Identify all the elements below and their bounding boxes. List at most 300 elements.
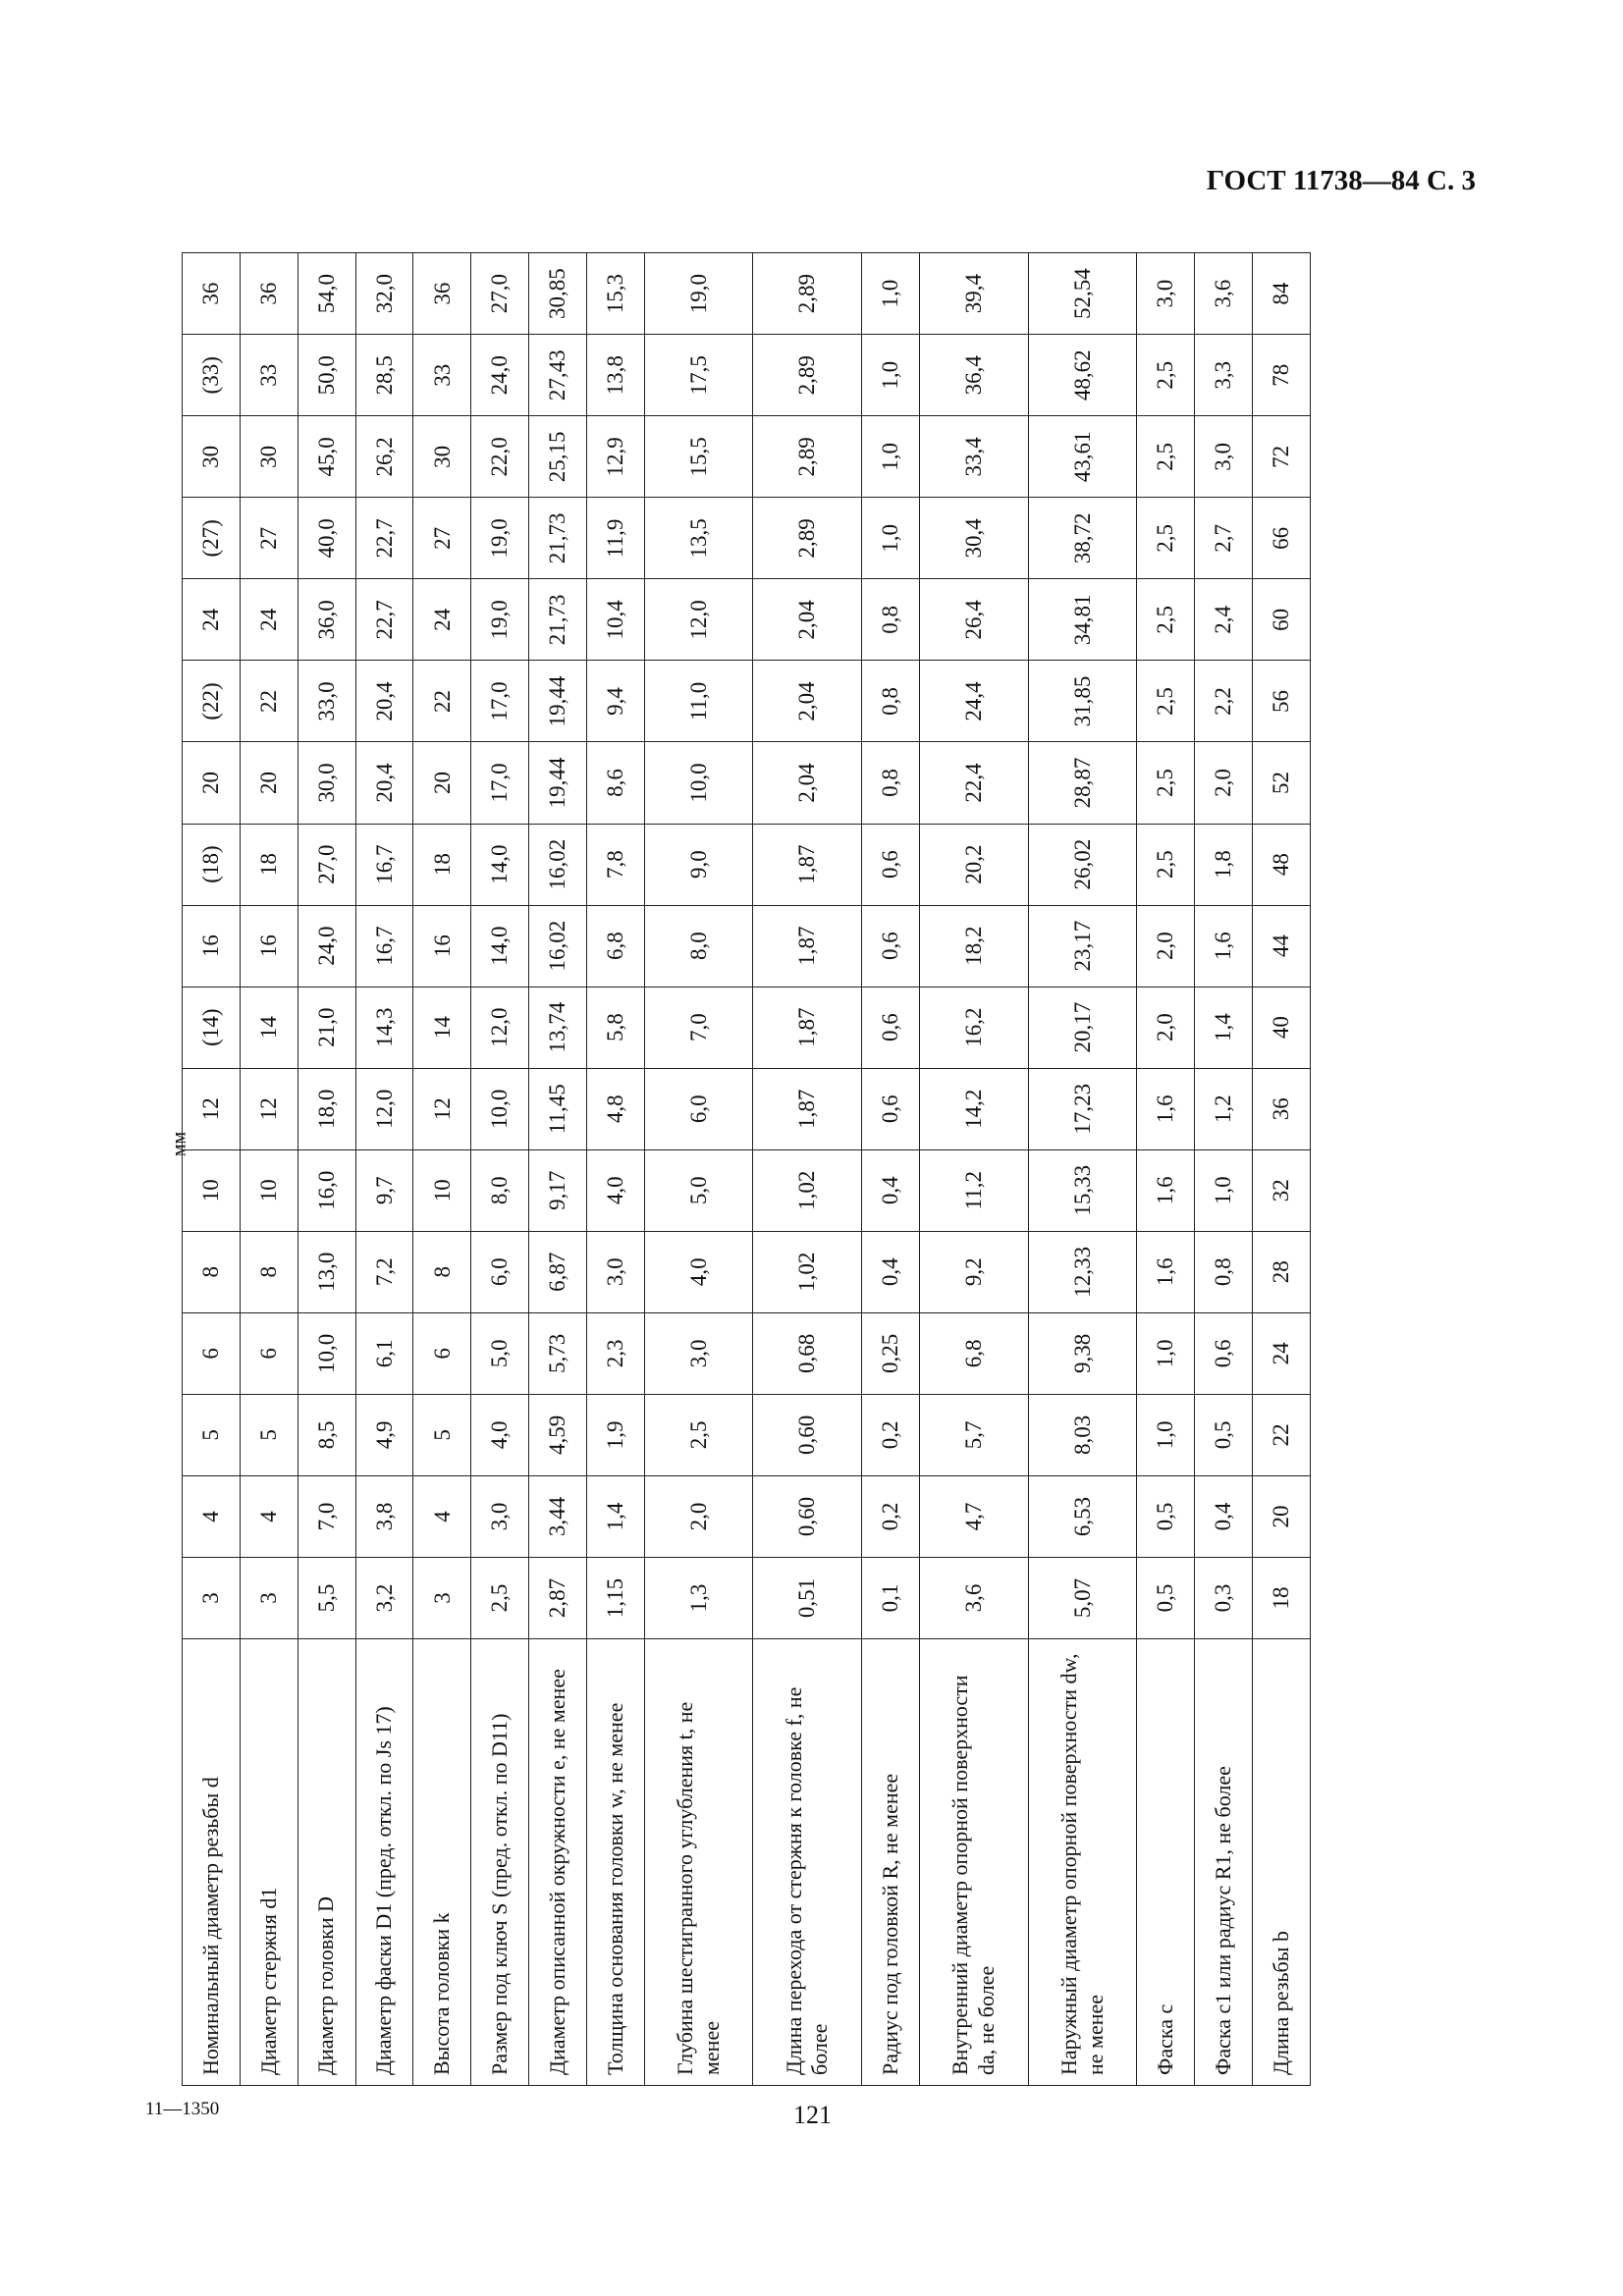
table-cell: 14,0	[471, 824, 529, 905]
table-row	[471, 253, 529, 2086]
row-label: Фаска c	[1137, 1639, 1195, 2086]
table-cell: 2,0	[644, 1475, 753, 1557]
table-cell: 18	[413, 824, 471, 905]
table-cell: 3,6	[1195, 253, 1253, 335]
table-cell: 78	[1253, 335, 1311, 416]
table-cell: 5,0	[471, 1312, 529, 1394]
table-cell: 19,44	[529, 661, 587, 742]
table-cell: 28	[1253, 1231, 1311, 1312]
table-cell: 8,5	[298, 1394, 355, 1475]
table-cell: 30	[240, 416, 298, 498]
table-cell: 17,23	[1028, 1068, 1137, 1149]
table-cell: 22	[413, 661, 471, 742]
table-cell: 1,15	[586, 1557, 644, 1638]
table-cell: 1,3	[644, 1557, 753, 1638]
row-label: Фаска c1 или радиус R1, не более	[1195, 1639, 1253, 2086]
table-cell: 19,0	[644, 253, 753, 335]
table-cell: 0,2	[862, 1475, 920, 1557]
table-cell: 7,8	[586, 824, 644, 905]
table-cell: 0,5	[1137, 1557, 1195, 1638]
table-cell: 22,7	[355, 498, 413, 579]
table-cell: 1,87	[753, 1068, 862, 1149]
table-cell: 72	[1253, 416, 1311, 498]
table-cell: 1,6	[1137, 1149, 1195, 1231]
table-cell: 16	[240, 905, 298, 987]
table-cell: 3,0	[644, 1312, 753, 1394]
row-label: Толщина основания головки w, не менее	[586, 1639, 644, 2086]
table-cell: 20	[1253, 1475, 1311, 1557]
table-cell: 11,2	[919, 1149, 1028, 1231]
table-cell: 4	[183, 1475, 241, 1557]
table-cell: 0,51	[753, 1557, 862, 1638]
table-row	[1195, 253, 1253, 2086]
table-cell: 12	[413, 1068, 471, 1149]
table-cell: 10	[183, 1149, 241, 1231]
table-cell: 0,1	[862, 1557, 920, 1638]
row-label: Размер под ключ S (пред. откл. по D11)	[471, 1639, 529, 2086]
table-row	[644, 253, 753, 2086]
table-cell: 12,9	[586, 416, 644, 498]
table-cell: 1,6	[1195, 905, 1253, 987]
table-cell: 2,0	[1137, 987, 1195, 1068]
table-cell: 2,04	[753, 742, 862, 824]
table-cell: 33	[413, 335, 471, 416]
table-cell: 20	[413, 742, 471, 824]
table-cell: 43,61	[1028, 416, 1137, 498]
table-cell: 16,02	[529, 824, 587, 905]
table-cell: 8,0	[644, 905, 753, 987]
table-cell: 5	[413, 1394, 471, 1475]
table-cell: 20,17	[1028, 987, 1137, 1068]
table-cell: 0,6	[862, 1068, 920, 1149]
table-cell: 0,6	[862, 987, 920, 1068]
table-cell: 2,5	[471, 1557, 529, 1638]
table-cell: 0,25	[862, 1312, 920, 1394]
table-cell: 3,8	[355, 1475, 413, 1557]
table-cell: 0,68	[753, 1312, 862, 1394]
table-cell: 40	[1253, 987, 1311, 1068]
table-cell: 34,81	[1028, 579, 1137, 661]
table-cell: 5,73	[529, 1312, 587, 1394]
table-cell: 16,7	[355, 824, 413, 905]
table-cell: 45,0	[298, 416, 355, 498]
table-cell: 10,4	[586, 579, 644, 661]
table-cell: 36,0	[298, 579, 355, 661]
table-cell: 21,0	[298, 987, 355, 1068]
table-cell: 3,6	[919, 1557, 1028, 1638]
table-cell: 20,4	[355, 742, 413, 824]
table-cell: 18,0	[298, 1068, 355, 1149]
table-cell: 8	[183, 1231, 241, 1312]
table-cell: 3	[183, 1557, 241, 1638]
table-cell: 11,9	[586, 498, 644, 579]
row-label: Диаметр фаски D1 (пред. откл. по Js 17)	[355, 1639, 413, 2086]
table-cell: 3,2	[355, 1557, 413, 1638]
table-cell: 2,89	[753, 416, 862, 498]
table-cell: 48	[1253, 824, 1311, 905]
table-cell: 27	[240, 498, 298, 579]
table-cell: 10	[240, 1149, 298, 1231]
table-cell: 6,1	[355, 1312, 413, 1394]
table-cell: 4,59	[529, 1394, 587, 1475]
row-label: Радиус под головкой R, не менее	[862, 1639, 920, 2086]
table-row	[586, 253, 644, 2086]
table-cell: 6,8	[919, 1312, 1028, 1394]
table-cell: (14)	[183, 987, 241, 1068]
table-cell: (27)	[183, 498, 241, 579]
table-cell: 2,89	[753, 253, 862, 335]
table-cell: 1,8	[1195, 824, 1253, 905]
table-cell: 0,5	[1137, 1475, 1195, 1557]
table-cell: 4,0	[644, 1231, 753, 1312]
row-label: Диаметр стержня d1	[240, 1639, 298, 2086]
table-cell: 23,17	[1028, 905, 1137, 987]
table-cell: 9,2	[919, 1231, 1028, 1312]
table-cell: 5,7	[919, 1394, 1028, 1475]
table-cell: 2,0	[1137, 905, 1195, 987]
table-cell: 50,0	[298, 335, 355, 416]
table-cell: 8,03	[1028, 1394, 1137, 1475]
table-cell: 27,43	[529, 335, 587, 416]
table-cell: 22	[240, 661, 298, 742]
table-cell: 8	[413, 1231, 471, 1312]
table-cell: 11,0	[644, 661, 753, 742]
page-number: 121	[793, 2101, 832, 2129]
table-cell: 5,5	[298, 1557, 355, 1638]
table-cell: 2,2	[1195, 661, 1253, 742]
table-cell: 2,89	[753, 498, 862, 579]
table-cell: 8	[240, 1231, 298, 1312]
table-cell: 33	[240, 335, 298, 416]
row-label: Глубина шестигранного углубления t, не менее	[644, 1639, 753, 2086]
table-cell: 12,0	[355, 1068, 413, 1149]
table-cell: 1,0	[862, 253, 920, 335]
table-cell: 20,2	[919, 824, 1028, 905]
table-cell: 24,4	[919, 661, 1028, 742]
table-cell: 22,7	[355, 579, 413, 661]
table-cell: 0,6	[862, 905, 920, 987]
table-cell: 0,5	[1195, 1394, 1253, 1475]
row-label: Номинальный диаметр резьбы d	[183, 1639, 241, 2086]
table-cell: 24	[240, 579, 298, 661]
row-label: Диаметр описанной окружности e, не менее	[529, 1639, 587, 2086]
table-cell: 52	[1253, 742, 1311, 824]
table-cell: 12	[240, 1068, 298, 1149]
table-cell: 0,2	[862, 1394, 920, 1475]
table-cell: 2,5	[1137, 742, 1195, 824]
table-cell: 2,5	[1137, 416, 1195, 498]
table-cell: 9,4	[586, 661, 644, 742]
table-cell: 30	[183, 416, 241, 498]
page-header: ГОСТ 11738—84 С. 3	[1206, 165, 1476, 196]
table-cell: 8,0	[471, 1149, 529, 1231]
table-cell: 17,0	[471, 742, 529, 824]
table-cell: 28,87	[1028, 742, 1137, 824]
table-cell: 20	[240, 742, 298, 824]
table-cell: 52,54	[1028, 253, 1137, 335]
table-cell: 3,3	[1195, 335, 1253, 416]
table-cell: 38,72	[1028, 498, 1137, 579]
table-cell: 5	[183, 1394, 241, 1475]
table-cell: 1,0	[1195, 1149, 1253, 1231]
table-cell: 60	[1253, 579, 1311, 661]
table-cell: 36	[413, 253, 471, 335]
table-row	[919, 253, 1028, 2086]
table-cell: 26,2	[355, 416, 413, 498]
row-label: Высота головки k	[413, 1639, 471, 2086]
table-cell: 27,0	[298, 824, 355, 905]
table-cell: 22,0	[471, 416, 529, 498]
table-cell: 0,60	[753, 1394, 862, 1475]
table-cell: 15,33	[1028, 1149, 1137, 1231]
table-cell: 0,3	[1195, 1557, 1253, 1638]
table-cell: 36	[1253, 1068, 1311, 1149]
table-cell: 2,5	[644, 1394, 753, 1475]
table-cell: 1,0	[1137, 1312, 1195, 1394]
spec-table-container	[182, 252, 1311, 2086]
table-cell: 2,5	[1137, 661, 1195, 742]
table-cell: 2,5	[1137, 579, 1195, 661]
table-cell: 1,0	[862, 335, 920, 416]
table-cell: 30,0	[298, 742, 355, 824]
print-code: 11—1350	[145, 2099, 220, 2119]
table-cell: 26,02	[1028, 824, 1137, 905]
table-cell: 84	[1253, 253, 1311, 335]
table-cell: 4,7	[919, 1475, 1028, 1557]
table-cell: 16,2	[919, 987, 1028, 1068]
table-cell: 48,62	[1028, 335, 1137, 416]
table-cell: 2,87	[529, 1557, 587, 1638]
table-cell: 39,4	[919, 253, 1028, 335]
table-cell: 9,38	[1028, 1312, 1137, 1394]
table-cell: 1,87	[753, 905, 862, 987]
table-cell: 3,0	[586, 1231, 644, 1312]
table-row	[355, 253, 413, 2086]
row-label: Диаметр головки D	[298, 1639, 355, 2086]
table-cell: 0,8	[862, 661, 920, 742]
table-cell: 27	[413, 498, 471, 579]
table-cell: 1,2	[1195, 1068, 1253, 1149]
table-cell: 6	[240, 1312, 298, 1394]
table-cell: 13,5	[644, 498, 753, 579]
table-cell: 6	[413, 1312, 471, 1394]
table-cell: 13,74	[529, 987, 587, 1068]
table-cell: 9,0	[644, 824, 753, 905]
table-cell: 2,5	[1137, 824, 1195, 905]
table-cell: 19,0	[471, 498, 529, 579]
table-cell: 2,4	[1195, 579, 1253, 661]
table-cell: 36,4	[919, 335, 1028, 416]
table-cell: 2,0	[1195, 742, 1253, 824]
table-cell: 6,53	[1028, 1475, 1137, 1557]
table-cell: 1,9	[586, 1394, 644, 1475]
table-cell: 24,0	[298, 905, 355, 987]
table-cell: 6,8	[586, 905, 644, 987]
table-cell: 4,0	[586, 1149, 644, 1231]
table-cell: 36	[183, 253, 241, 335]
table-row	[1028, 253, 1137, 2086]
table-cell: 14	[240, 987, 298, 1068]
table-cell: 18	[1253, 1557, 1311, 1638]
table-cell: 0,4	[1195, 1475, 1253, 1557]
table-cell: 20	[183, 742, 241, 824]
table-cell: 1,87	[753, 824, 862, 905]
table-cell: 10,0	[298, 1312, 355, 1394]
table-cell: 15,5	[644, 416, 753, 498]
table-cell: 16,7	[355, 905, 413, 987]
table-cell: 0,6	[1195, 1312, 1253, 1394]
row-label: Внутренний диаметр опорной поверхности da, не более	[919, 1639, 1028, 2086]
table-cell: 33,0	[298, 661, 355, 742]
table-cell: 6,87	[529, 1231, 587, 1312]
table-cell: 22	[1253, 1394, 1311, 1475]
table-cell: 6	[183, 1312, 241, 1394]
table-cell: 12,0	[471, 987, 529, 1068]
table-row	[413, 253, 471, 2086]
table-cell: 1,6	[1137, 1068, 1195, 1149]
table-cell: 3,0	[1195, 416, 1253, 498]
table-row	[298, 253, 355, 2086]
table-cell: 22,4	[919, 742, 1028, 824]
table-cell: 4,9	[355, 1394, 413, 1475]
table-cell: 44	[1253, 905, 1311, 987]
row-label: Наружный диаметр опорной поверхности dw, не менее	[1028, 1639, 1137, 2086]
table-cell: 10,0	[471, 1068, 529, 1149]
table-cell: 1,6	[1137, 1231, 1195, 1312]
row-label: Длина перехода от стержня к головке f, не более	[753, 1639, 862, 2086]
table-cell: 26,4	[919, 579, 1028, 661]
table-cell: 11,45	[529, 1068, 587, 1149]
table-cell: 24	[1253, 1312, 1311, 1394]
table-cell: 32	[1253, 1149, 1311, 1231]
table-cell: 2,7	[1195, 498, 1253, 579]
table-cell: 5,8	[586, 987, 644, 1068]
table-row	[1137, 253, 1195, 2086]
table-row	[240, 253, 298, 2086]
row-label: Длина резьбы b	[1253, 1639, 1311, 2086]
table-cell: 30,4	[919, 498, 1028, 579]
table-cell: 4	[240, 1475, 298, 1557]
table-cell: 6,0	[471, 1231, 529, 1312]
table-cell: 56	[1253, 661, 1311, 742]
table-cell: 40,0	[298, 498, 355, 579]
table-cell: 30,85	[529, 253, 587, 335]
table-cell: 1,02	[753, 1231, 862, 1312]
table-cell: 5,0	[644, 1149, 753, 1231]
table-cell: 18	[240, 824, 298, 905]
table-row	[183, 253, 241, 2086]
table-cell: 0,8	[862, 579, 920, 661]
table-cell: 24	[413, 579, 471, 661]
table-cell: 0,4	[862, 1231, 920, 1312]
table-cell: 3,44	[529, 1475, 587, 1557]
table-cell: 31,85	[1028, 661, 1137, 742]
table-cell: 0,6	[862, 824, 920, 905]
table-cell: 10	[413, 1149, 471, 1231]
table-cell: 2,5	[1137, 498, 1195, 579]
table-cell: 1,4	[586, 1475, 644, 1557]
table-cell: 28,5	[355, 335, 413, 416]
table-cell: 36	[240, 253, 298, 335]
table-cell: (22)	[183, 661, 241, 742]
table-cell: 10,0	[644, 742, 753, 824]
table-cell: 5	[240, 1394, 298, 1475]
table-cell: 2,89	[753, 335, 862, 416]
table-cell: 3	[240, 1557, 298, 1638]
table-row	[1253, 253, 1311, 2086]
table-cell: 13,0	[298, 1231, 355, 1312]
table-cell: 32,0	[355, 253, 413, 335]
table-cell: 3	[413, 1557, 471, 1638]
table-cell: 12	[183, 1068, 241, 1149]
table-cell: 0,8	[1195, 1231, 1253, 1312]
table-cell: 24,0	[471, 335, 529, 416]
table-cell: 25,15	[529, 416, 587, 498]
table-cell: 20,4	[355, 661, 413, 742]
table-cell: 17,0	[471, 661, 529, 742]
table-cell: 33,4	[919, 416, 1028, 498]
table-cell: 16	[413, 905, 471, 987]
table-cell: 4,8	[586, 1068, 644, 1149]
table-cell: 8,6	[586, 742, 644, 824]
table-cell: 16,02	[529, 905, 587, 987]
units-label: мм	[168, 1131, 190, 1157]
table-cell: 4	[413, 1475, 471, 1557]
table-cell: 16,0	[298, 1149, 355, 1231]
table-cell: 0,4	[862, 1149, 920, 1231]
table-cell: 3,0	[1137, 253, 1195, 335]
table-cell: 16	[183, 905, 241, 987]
table-cell: 1,4	[1195, 987, 1253, 1068]
table-cell: 24	[183, 579, 241, 661]
table-cell: 0,60	[753, 1475, 862, 1557]
table-cell: (18)	[183, 824, 241, 905]
table-cell: 19,44	[529, 742, 587, 824]
table-cell: 66	[1253, 498, 1311, 579]
table-cell: 2,04	[753, 579, 862, 661]
table-cell: 21,73	[529, 498, 587, 579]
table-cell: 7,2	[355, 1231, 413, 1312]
table-cell: 54,0	[298, 253, 355, 335]
table-cell: 7,0	[298, 1475, 355, 1557]
table-cell: 14,2	[919, 1068, 1028, 1149]
table-cell: 14	[413, 987, 471, 1068]
table-row	[862, 253, 920, 2086]
table-cell: 9,7	[355, 1149, 413, 1231]
table-cell: 13,8	[586, 335, 644, 416]
table-cell: 17,5	[644, 335, 753, 416]
table-row	[529, 253, 587, 2086]
table-cell: 21,73	[529, 579, 587, 661]
table-cell: 14,0	[471, 905, 529, 987]
table-cell: 19,0	[471, 579, 529, 661]
table-cell: 7,0	[644, 987, 753, 1068]
table-cell: (33)	[183, 335, 241, 416]
table-cell: 1,02	[753, 1149, 862, 1231]
table-cell: 2,3	[586, 1312, 644, 1394]
table-cell: 1,0	[862, 416, 920, 498]
table-cell: 14,3	[355, 987, 413, 1068]
table-cell: 27,0	[471, 253, 529, 335]
table-cell: 1,0	[862, 498, 920, 579]
table-cell: 6,0	[644, 1068, 753, 1149]
table-cell: 4,0	[471, 1394, 529, 1475]
table-cell: 1,87	[753, 987, 862, 1068]
table-cell: 30	[413, 416, 471, 498]
table-row	[753, 253, 862, 2086]
table-cell: 5,07	[1028, 1557, 1137, 1638]
table-cell: 1,0	[1137, 1394, 1195, 1475]
